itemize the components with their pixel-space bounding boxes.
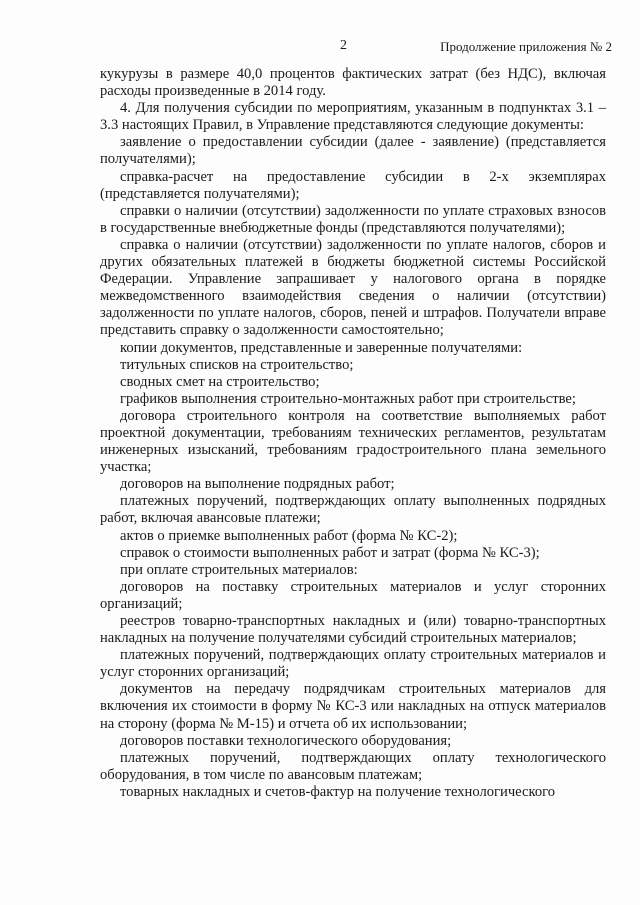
appendix-continuation-note: Продолжение приложения № 2: [440, 39, 612, 54]
paragraph-estimates: сводных смет на строительство;: [120, 373, 320, 390]
paragraph-schedules: графиков выполнения строительно-монтажных работ при строительстве;: [120, 390, 576, 407]
document-body: [100, 66, 606, 801]
paragraph-document-copies: копии документов, представленные и заверенные получателями:: [120, 339, 523, 356]
paragraph-acts-ks2: актов о приемке выполненных работ (форма № КС-2);: [120, 527, 458, 544]
paragraph-waybill-registers: реестров товарно-транспортных накладных и (или) товарно-транспортных накладных на получение получателями субсидий строительных материалов;: [100, 613, 606, 647]
paragraph-supply-contracts: договоров на поставку строительных материалов и услуг сторонних организаций;: [100, 578, 606, 612]
page-header: [0, 38, 640, 58]
paragraph-certificates-ks3: справок о стоимости выполненных работ и затрат (форма № КС-3);: [120, 544, 540, 561]
paragraph-contract-works: договоров на выполнение подрядных работ;: [120, 476, 395, 493]
paragraph-tax-debt: справка о наличии (отсутствии) задолженности по уплате налогов, сборов и других обязательных платежей в бюджеты бюджетной системы Российской Федерации. Управление запрашивает у налогового органа в порядке межведомственного взаимодействия сведения о наличии (отсутствии) задолженности по уплате налогов, сборов, пеней и штрафов. Получатели вправе представить справку о задолженности самостоятельно;: [100, 236, 606, 339]
paragraph-invoices: товарных накладных и счетов-фактур на получение технологического: [120, 783, 556, 800]
paragraph-equipment-contracts: договоров поставки технологического оборудования;: [120, 732, 452, 749]
paragraph-title-lists: титульных списков на строительство;: [120, 356, 354, 373]
paragraph-item-4: 4. Для получения субсидии по мероприятиям, указанным в подпунктах 3.1 – 3.3 настоящих Правил, в Управление представляются следующие документы:: [100, 100, 606, 134]
paragraph-payment-orders: платежных поручений, подтверждающих оплату выполненных подрядных работ, включая авансовые платежи;: [100, 493, 606, 527]
paragraph-equipment-payment-orders: платежных поручений, подтверждающих оплату технологического оборудования, в том числе по авансовым платежам;: [100, 749, 606, 783]
paragraph-supervision-contract: договора строительного контроля на соответствие выполняемых работ проектной документации, требованиям технических регламентов, результатам инженерных изысканий, требованиям градостроительного плана земельного участка;: [100, 407, 606, 476]
page-number: 2: [340, 38, 347, 53]
paragraph-application: заявление о предоставлении субсидии (далее - заявление) (представляется получателями);: [100, 134, 606, 168]
paragraph-materials-payment: при оплате строительных материалов:: [120, 561, 358, 578]
paragraph-calculation: справка-расчет на предоставление субсидии в 2-х экземплярах (представляется получателями);: [100, 168, 606, 202]
paragraph-insurance-debt: справки о наличии (отсутствии) задолженности по уплате страховых взносов в государственные внебюджетные фонды (представляются получателями);: [100, 202, 606, 236]
paragraph-materials-payment-orders: платежных поручений, подтверждающих оплату строительных материалов и услуг сторонних организаций;: [100, 647, 606, 681]
paragraph-continuation: кукурузы в размере 40,0 процентов фактических затрат (без НДС), включая расходы произведенные в 2014 году.: [100, 66, 606, 100]
paragraph-materials-transfer: документов на передачу подрядчикам строительных материалов для включения их стоимости в форму № КС-3 или накладных на отпуск материалов на сторону (форма № М-15) и отчета об их использовании;: [100, 681, 606, 732]
